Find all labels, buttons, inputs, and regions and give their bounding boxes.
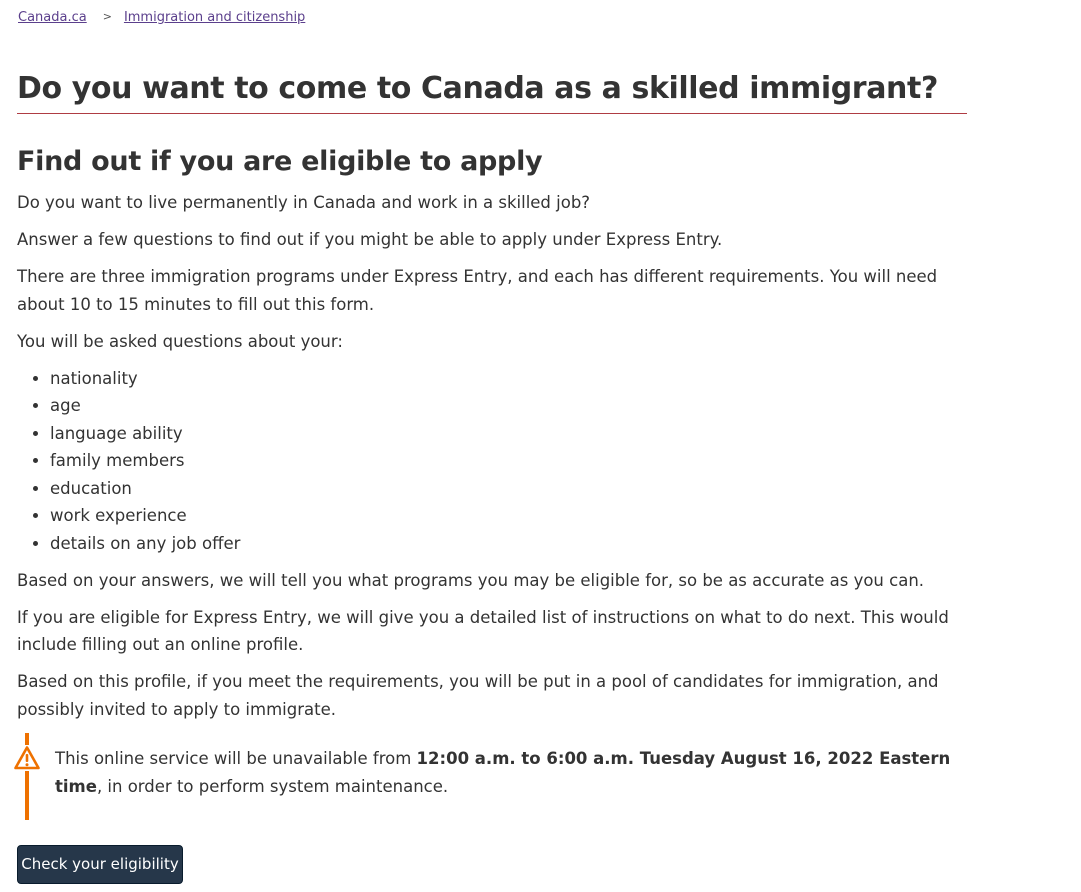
closing-paragraph: Based on your answers, we will tell you what programs you may be eligible for, so be as accurate as you can. [17,570,925,590]
breadcrumb-link-immigration[interactable]: Immigration and citizenship [123,10,306,25]
breadcrumb [18,10,305,26]
list-item: • age [50,392,967,420]
intro-content [17,189,967,733]
list-item: • family members [50,447,967,475]
intro-paragraph: There are three immigration programs under Express Entry, and each has different requirements. You will need about 10 to 15 minutes to fill out this form. [17,267,938,314]
list-item: • language ability [50,420,967,448]
notice-text-end: , in order to perform system maintenance. [96,776,449,796]
breadcrumb-link-canada[interactable]: Canada.ca [18,10,87,25]
page-title: Do you want to come to Canada as a skilled immigrant? [17,70,967,114]
notice-maintenance-window: 12:00 a.m. to 6:00 a.m. Tuesday August 16, 2022 Eastern time [55,749,951,796]
intro-paragraph: Do you want to live permanently in Canada and work in a skilled job? [17,193,591,212]
notice-text-start: This online service will be unavailable from [55,749,417,768]
list-item: • education [50,475,967,503]
intro-paragraph: You will be asked questions about your: [17,331,343,351]
notice-text [55,745,967,800]
breadcrumb-separator: > [102,10,112,23]
section-heading: Find out if you are eligible to apply [17,146,543,177]
list-item: • nationality [50,365,967,393]
closing-paragraph: If you are eligible for Express Entry, we will give you a detailed list of instructions on what to do next. This would include filling out an online profile. [17,607,949,654]
maintenance-notice [17,733,967,820]
topics-list [17,365,967,558]
closing-paragraph: Based on this profile, if you meet the requirements, you will be put in a pool of candidates for immigration, and possibly invited to apply to immigrate. [17,672,939,719]
list-item: • work experience [50,502,967,530]
list-item: • details on any job offer [50,530,967,558]
warning-icon [14,745,40,771]
intro-paragraph: Answer a few questions to find out if you might be able to apply under Express Entry. [17,230,723,249]
check-eligibility-button[interactable]: Check your eligibility [17,845,183,884]
